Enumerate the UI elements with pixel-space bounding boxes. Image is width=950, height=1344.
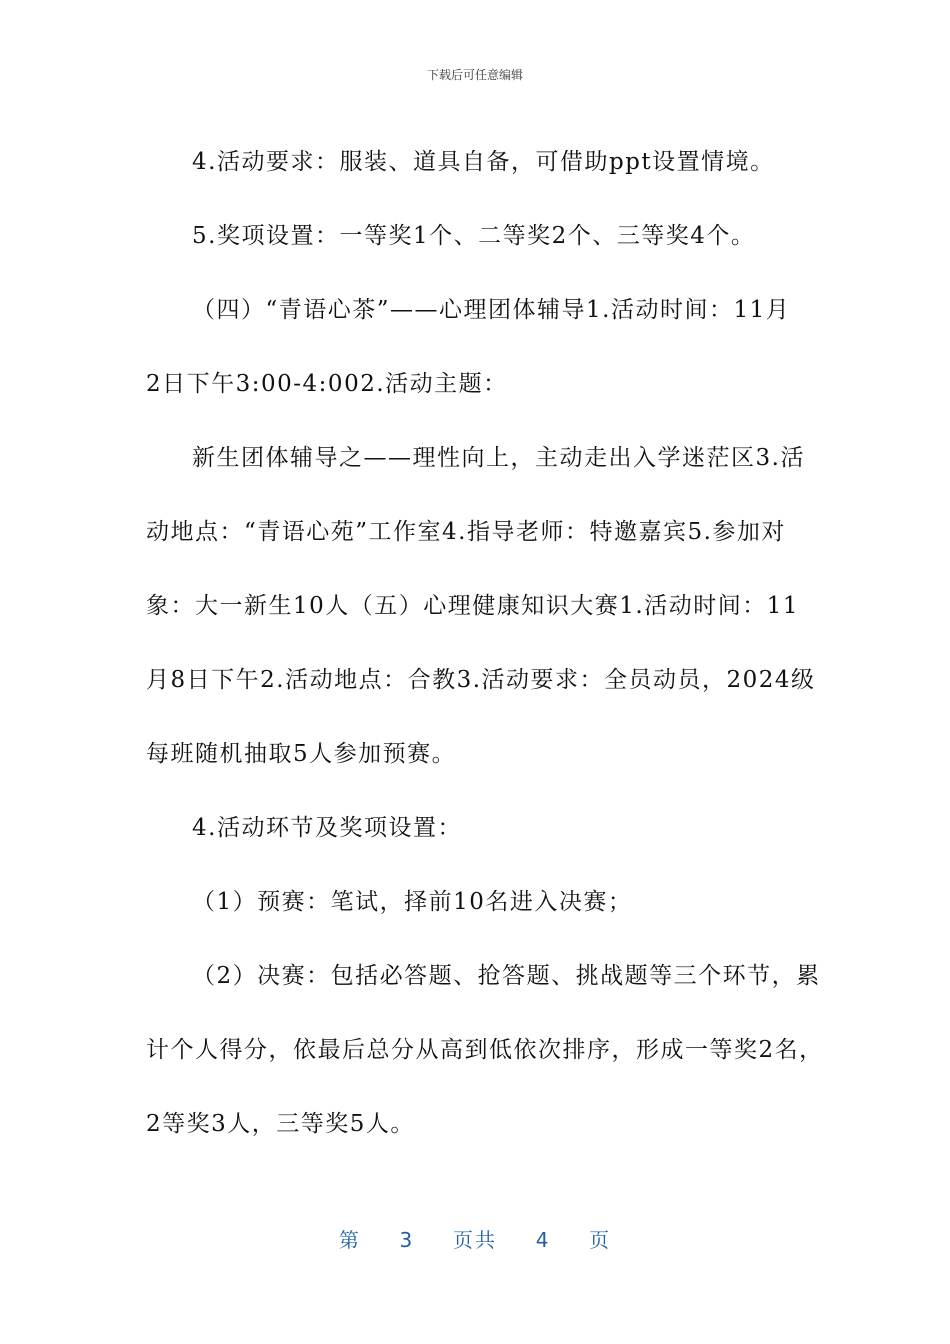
paragraph-line: 动地点：“青语心苑”工作室4.指导老师：特邀嘉宾5.参加对 [146,519,786,545]
paragraph-line: 2等奖3人，三等奖5人。 [146,1111,415,1137]
header-note: 下载后可任意编辑 [426,68,523,82]
paragraph-line: 象：大一新生10人（五）心理健康知识大赛1.活动时间：11 [146,593,799,619]
paragraph-line: （2）决赛：包括必答题、抢答题、挑战题等三个环节，累 [192,963,821,989]
page-footer [0,1224,950,1253]
paragraph-line: 4.活动环节及奖项设置： [192,815,462,841]
footer-total-pages: 4 [535,1228,551,1252]
footer-prefix: 第 [338,1228,361,1252]
paragraph-line: 2日下午3:00-4:002.活动主题： [146,371,508,397]
footer-suffix: 页 [589,1228,612,1252]
footer-current-page: 3 [399,1228,415,1252]
paragraph-line: 5.奖项设置：一等奖1个、二等奖2个、三等奖4个。 [192,223,756,249]
paragraph-line: 月8日下午2.活动地点：合教3.活动要求：全员动员，2024级 [146,667,816,693]
document-body [146,125,824,1161]
paragraph-line: （四）“青语心茶”——心理团体辅导1.活动时间：11月 [192,297,791,323]
footer-middle: 页共 [453,1228,497,1252]
paragraph-line: 计个人得分，依最后总分从高到低依次排序，形成一等奖2名， [146,1037,824,1063]
paragraph-line: 4.活动要求：服装、道具自备，可借助ppt设置情境。 [192,149,775,175]
paragraph-line: 新生团体辅导之——理性向上，主动走出入学迷茫区3.活 [192,445,805,471]
paragraph-line: 每班随机抽取5人参加预赛。 [146,741,457,767]
paragraph-line: （1）预赛：笔试，择前10名进入决赛； [192,889,633,915]
